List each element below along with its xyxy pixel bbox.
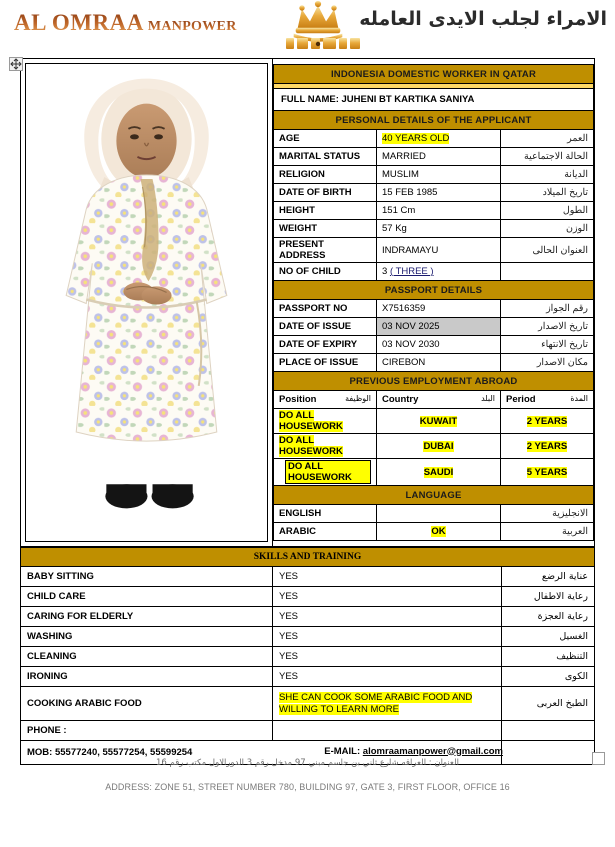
child-count: 3 <box>382 266 388 277</box>
child-count-words: ( THREE ) <box>389 266 434 277</box>
skill-value: YES <box>273 627 502 647</box>
cooking-line-1: SHE CAN COOK SOME ARABIC FOOD AND <box>279 691 473 703</box>
table-row <box>274 459 594 486</box>
row-value <box>377 130 501 148</box>
company-name-arabic: الامراء لجلب الايدى العامله <box>359 8 607 30</box>
row-label: NO OF CHILD <box>274 263 377 281</box>
employment-position-text: DO ALL HOUSEWORK <box>285 460 371 484</box>
table-row <box>21 567 595 587</box>
skill-arabic: التنظيف <box>501 647 594 667</box>
position-header-en: Position <box>279 394 317 405</box>
skill-arabic: رعاية العجزة <box>501 607 594 627</box>
company-name-latin <box>14 10 237 36</box>
cv-sheet <box>20 58 595 765</box>
details-table <box>273 64 594 541</box>
phone-label: PHONE : <box>21 721 273 741</box>
employment-country <box>377 409 501 434</box>
employment-period-text: 2 YEARS <box>526 415 568 427</box>
passport-details-band: PASSPORT DETAILS <box>274 281 594 300</box>
passport-band-row <box>274 281 594 300</box>
row-value: 15 FEB 1985 <box>377 184 501 202</box>
table-row <box>21 667 595 687</box>
period-header-ar: المدة <box>570 394 588 403</box>
resize-handle-icon[interactable] <box>592 752 605 765</box>
row-arabic: الحالة الاجتماعية <box>500 148 593 166</box>
table-row <box>274 434 594 459</box>
email-address[interactable]: alomraamanpower@gmail.com <box>362 745 503 757</box>
skill-arabic: الغسيل <box>501 627 594 647</box>
position-header <box>274 391 377 409</box>
move-handle-icon[interactable] <box>9 57 23 71</box>
skill-value: YES <box>273 587 502 607</box>
table-row <box>274 523 594 541</box>
row-arabic <box>500 263 593 281</box>
language-band-row <box>274 486 594 505</box>
table-row <box>274 130 594 148</box>
period-header <box>500 391 593 409</box>
full-name-row <box>274 89 594 111</box>
row-arabic: مكان الاصدار <box>500 354 593 372</box>
country-header-en: Country <box>382 394 419 405</box>
skill-value: YES <box>273 567 502 587</box>
employment-header-row <box>274 391 594 409</box>
table-row <box>21 627 595 647</box>
row-label: DATE OF ISSUE <box>274 318 377 336</box>
row-arabic: الديانة <box>500 166 593 184</box>
row-arabic: العمر <box>500 130 593 148</box>
row-arabic: الانجليزية <box>500 505 593 523</box>
row-value: CIREBON <box>377 354 501 372</box>
employment-country <box>377 434 501 459</box>
row-value: MUSLIM <box>377 166 501 184</box>
employment-position <box>274 409 377 434</box>
employment-period <box>500 409 593 434</box>
skill-value: YES <box>273 647 502 667</box>
row-label: PASSPORT NO <box>274 300 377 318</box>
row-value <box>377 523 501 541</box>
table-row <box>274 336 594 354</box>
row-label: RELIGION <box>274 166 377 184</box>
employment-period <box>500 434 593 459</box>
footer-address-english: ADDRESS: ZONE 51, STREET NUMBER 780, BUILDING 97, GATE 3, FIRST FLOOR, OFFICE 16 <box>105 782 510 792</box>
table-row <box>274 220 594 238</box>
cooking-row <box>21 687 595 721</box>
employment-country <box>377 459 501 486</box>
skill-value: YES <box>273 607 502 627</box>
phone-arabic <box>501 721 594 741</box>
row-value: 151 Cm <box>377 202 501 220</box>
row-value <box>377 263 501 281</box>
row-value <box>377 505 501 523</box>
arabic-level: OK <box>431 526 446 537</box>
full-name: FULL NAME: JUHENI BT KARTIKA SANIYA <box>274 89 594 111</box>
table-row <box>274 300 594 318</box>
employment-band: PREVIOUS EMPLOYMENT ABROAD <box>274 372 594 391</box>
row-label: DATE OF EXPIRY <box>274 336 377 354</box>
phone-row <box>21 721 595 741</box>
table-row <box>21 607 595 627</box>
cooking-line-2: WILLING TO LEARN MORE <box>279 703 400 715</box>
row-arabic: الوزن <box>500 220 593 238</box>
employment-country-text: KUWAIT <box>419 415 458 427</box>
row-arabic: العربية <box>500 523 593 541</box>
footer-address-arabic: العنوان : العراقه شارع ثاني بن جاسم مبني 97 مدخل رقم 3 الدورالاول مكتب رقم 16 <box>156 758 459 768</box>
row-label: PRESENT ADDRESS <box>274 238 377 263</box>
table-row <box>21 587 595 607</box>
skills-band-row <box>21 548 595 567</box>
title-band-row <box>274 65 594 84</box>
phone-value[interactable] <box>273 721 502 741</box>
skill-label: IRONING <box>21 667 273 687</box>
skill-value: YES <box>273 667 502 687</box>
row-value: X7516359 <box>377 300 501 318</box>
table-row <box>274 238 594 263</box>
table-row <box>274 318 594 336</box>
photo-cell <box>21 59 273 547</box>
age-value: 40 YEARS OLD <box>382 133 450 144</box>
skills-band: SKILLS AND TRAINING <box>21 548 595 567</box>
row-arabic: رقم الجواز <box>500 300 593 318</box>
employment-country-text: SAUDI <box>423 466 454 478</box>
employment-position <box>274 459 377 486</box>
row-arabic: تاريخ الميلاد <box>500 184 593 202</box>
table-row <box>274 184 594 202</box>
employment-band-row <box>274 372 594 391</box>
top-table <box>20 58 595 547</box>
row-label: WEIGHT <box>274 220 377 238</box>
skill-arabic: رعاية الاطفال <box>501 587 594 607</box>
row-label: AGE <box>274 130 377 148</box>
table-row <box>274 409 594 434</box>
table-row <box>274 202 594 220</box>
employment-period-text: 5 YEARS <box>526 466 568 478</box>
mobile-numbers: MOB: 55577240, 55577254, 55599254 <box>21 741 502 765</box>
table-row <box>274 263 594 281</box>
country-header <box>377 391 501 409</box>
row-arabic: تاريخ الاصدار <box>500 318 593 336</box>
cooking-arabic: الطبخ العربى <box>501 687 594 721</box>
row-value: MARRIED <box>377 148 501 166</box>
employment-position-text: DO ALL HOUSEWORK <box>279 435 343 457</box>
language-band: LANGUAGE <box>274 486 594 505</box>
company-name-big: AL OMRAA <box>14 10 144 35</box>
row-arabic: تاريخ الانتهاء <box>500 336 593 354</box>
skill-arabic: الكوى <box>501 667 594 687</box>
employment-position-text: DO ALL HOUSEWORK <box>279 410 343 432</box>
personal-band-row <box>274 111 594 130</box>
table-row <box>274 505 594 523</box>
title-band: INDONESIA DOMESTIC WORKER IN QATAR <box>274 65 594 84</box>
skills-table <box>20 547 595 765</box>
skill-label: BABY SITTING <box>21 567 273 587</box>
applicant-photograph <box>25 63 268 542</box>
row-label: DATE OF BIRTH <box>274 184 377 202</box>
skill-label: CARING FOR ELDERLY <box>21 607 273 627</box>
country-header-ar: البلد <box>481 394 495 403</box>
personal-details-band: PERSONAL DETAILS OF THE APPLICANT <box>274 111 594 130</box>
row-label: PLACE OF ISSUE <box>274 354 377 372</box>
row-label: ENGLISH <box>274 505 377 523</box>
row-arabic: العنوان الحالى <box>500 238 593 263</box>
email-label: E-MAIL: <box>324 745 361 757</box>
table-row <box>274 354 594 372</box>
cooking-label: COOKING ARABIC FOOD <box>21 687 273 721</box>
employment-period-text: 2 YEARS <box>526 440 568 452</box>
row-value: 57 Kg <box>377 220 501 238</box>
row-label: MARITAL STATUS <box>274 148 377 166</box>
table-row <box>21 647 595 667</box>
skill-label: CLEANING <box>21 647 273 667</box>
table-row <box>274 148 594 166</box>
row-value: INDRAMAYU <box>377 238 501 263</box>
letterhead <box>0 0 615 52</box>
table-row <box>274 166 594 184</box>
company-name-small: MANPOWER <box>147 19 237 34</box>
employment-period <box>500 459 593 486</box>
period-header-en: Period <box>505 394 536 405</box>
skill-label: WASHING <box>21 627 273 647</box>
row-value: 03 NOV 2030 <box>377 336 501 354</box>
row-arabic: الطول <box>500 202 593 220</box>
row-value: 03 NOV 2025 <box>377 318 501 336</box>
row-label: ARABIC <box>274 523 377 541</box>
row-label: HEIGHT <box>274 202 377 220</box>
details-column <box>273 59 595 547</box>
employment-country-text: DUBAI <box>423 440 454 452</box>
skill-label: CHILD CARE <box>21 587 273 607</box>
cooking-value <box>273 687 502 721</box>
skill-arabic: عناية الرضع <box>501 567 594 587</box>
employment-position <box>274 434 377 459</box>
position-header-ar: الوظيفة <box>345 394 371 403</box>
